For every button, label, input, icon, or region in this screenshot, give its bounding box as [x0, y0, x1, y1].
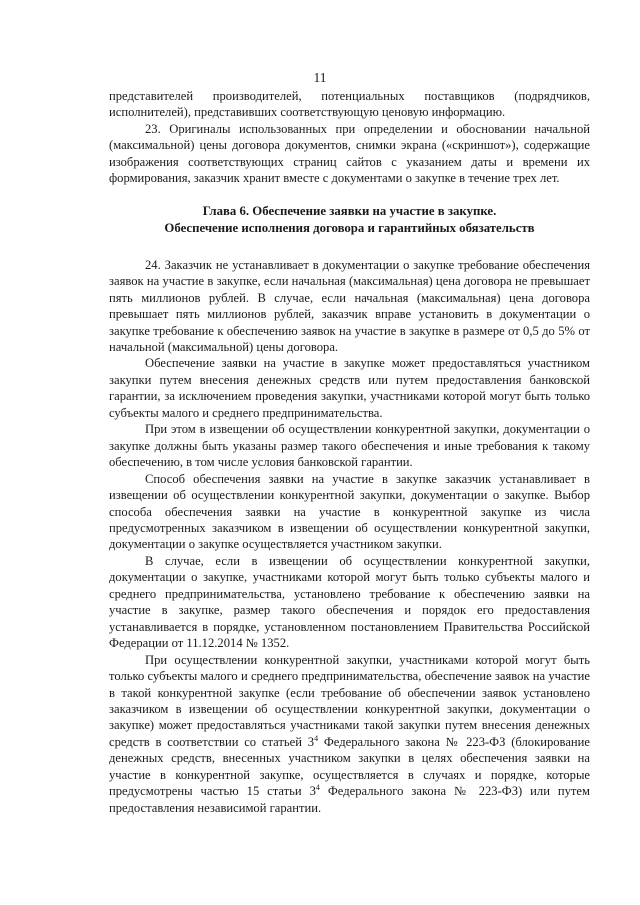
- paragraph-sme-procedure: В случае, если в извещении об осуществлении конкурентной закупки, документации о закупке, участниками которой могут быть только субъекты малого и среднего предпринимательства, установлено требование к обеспечению заявки на участие в закупке, размер такого обеспечения и порядок его предоставления устанавливается в порядке, установленном постановлением Правительства Российской Федерации от 11.12.2014 № 1352.: [109, 553, 590, 651]
- chapter-heading: [109, 203, 590, 237]
- last-paragraph-part-1: При осуществлении конкурентной закупки, участниками которой могут быть только субъекты малого и среднего предпринимательства, обеспечение заявок на участие в такой конкурентной закупке (если требование об обеспечении заявок установлено заказчиком в извещении об осуществлении конкурентной закупки, документации о закупке) может предоставляться участниками такой закупки путем внесения денежных средств в соответствии со статьей 3: [109, 652, 590, 749]
- paragraph-security-requirements: При этом в извещении об осуществлении конкурентной закупки, документации о закупке должны быть указаны размер такого обеспечения и иные требования к такому обеспечению, в том числе условия банковской гарантии.: [109, 422, 590, 470]
- paragraph-security-methods: Обеспечение заявки на участие в закупке может предоставляться участником закупки путем внесения денежных средств или путем предоставления банковской гарантии, за исключением проведения закупки, участниками которой могут быть только субъекты малого и среднего предпринимательства.: [109, 356, 590, 420]
- last-paragraph-part-3: Федерального закона № 223-ФЗ) или путем предоставления независимой гарантии.: [109, 784, 590, 815]
- paragraph-security-choice: Способ обеспечения заявки на участие в закупке заказчик устанавливает в извещении об осуществлении конкурентной закупки, документации о закупке. Выбор способа обеспечения заявки на участие в конкурентной закупке из числа предусмотренных заказчиком в извещении об осуществлении конкурентной закупки, документации о закупке осуществляется участником закупки.: [109, 471, 590, 552]
- chapter-title-line-1: Глава 6. Обеспечение заявки на участие в закупке.: [202, 203, 497, 218]
- superscript-2: 4: [315, 783, 320, 793]
- paragraph-continuation: представителей производителей, потенциальных поставщиков (подрядчиков, исполнителей), представивших соответствующую ценовую информацию.: [109, 89, 590, 120]
- chapter-title-line-2: Обеспечение исполнения договора и гарантийных обязательств: [164, 220, 535, 235]
- document-body: [109, 88, 590, 816]
- last-paragraph-part-2: Федерального закона № 223-ФЗ (блокирование денежных средств, внесенных участником закупки в целях обеспечения заявки на участие в конкурентной закупке, осуществляется в случаях и порядке, которые предусмотрены частью 15 статьи 3: [109, 734, 590, 799]
- paragraph-24: 24. Заказчик не устанавливает в документации о закупке требование обеспечения заявок на участие в закупке, если начальная (максимальная) цена договора не превышает пять миллионов рублей. В случае, если начальная (максимальная) цена договора превышает пять миллионов рублей, заказчик вправе установить в документации о закупке требование к обеспечению заявок на участие в закупке в размере от 0,5 до 5% от начальной (максимальной) цены договора.: [109, 257, 590, 354]
- page-number: 11: [313, 70, 327, 85]
- paragraph-23: 23. Оригиналы использованных при определении и обосновании начальной (максимальной) цены договора документов, снимки экрана («скриншот»), содержащие изображения соответствующих страниц сайтов с указанием даты и времени их формирования, заказчик хранит вместе с документами о закупке в течение трех лет.: [109, 121, 590, 186]
- paragraph-sme-competitive: [109, 652, 590, 817]
- superscript-1: 4: [314, 733, 319, 743]
